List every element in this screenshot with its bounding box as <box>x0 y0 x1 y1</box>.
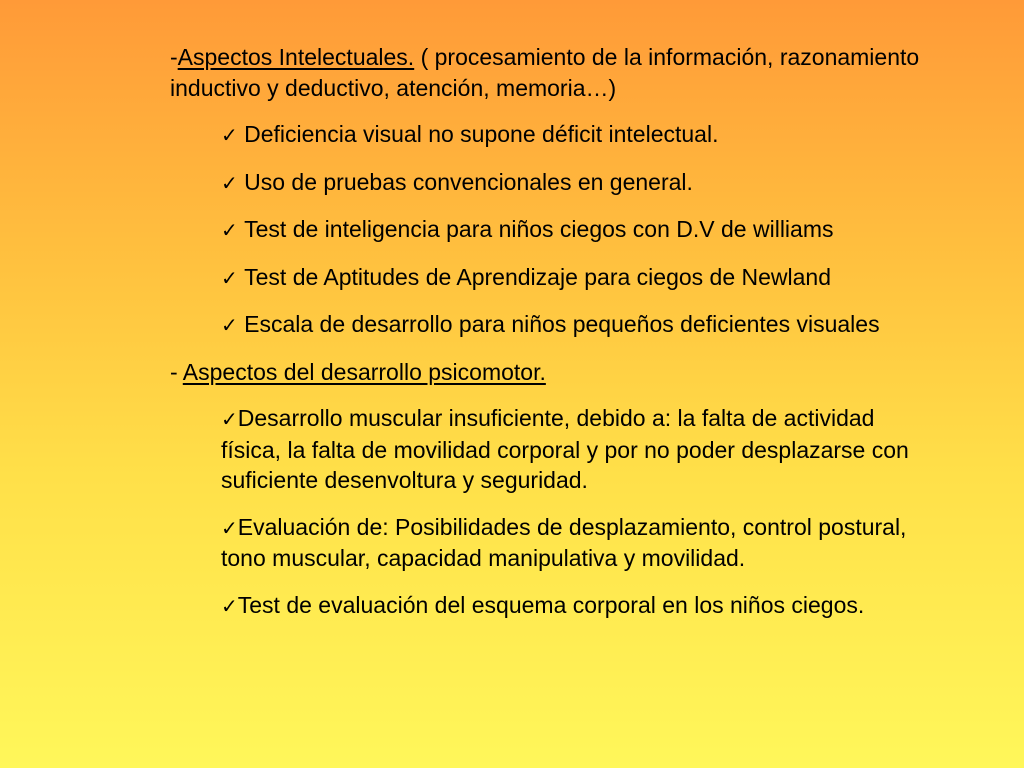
bullet-text: Escala de desarrollo para niños pequeños deficientes visuales <box>244 311 880 337</box>
bullet-item <box>221 590 930 622</box>
bullet-item <box>221 214 930 246</box>
section-title-psicomotor: Aspectos del desarrollo psicomotor. <box>182 358 546 385</box>
bullet-text: Deficiencia visual no supone déficit intelectual. <box>244 121 719 147</box>
bullet-item <box>221 262 930 294</box>
checkmark-icon: ✓ <box>221 515 238 540</box>
checkmark-icon: ✓ <box>221 313 245 337</box>
bullet-text: Test de inteligencia para niños ciegos con D.V de williams <box>244 216 834 242</box>
checkmark-icon: ✓ <box>221 170 245 195</box>
section-title-intelectuales: Aspectos Intelectuales. <box>177 44 415 70</box>
bullet-text: Evaluación de: Posibilidades de desplazamiento, control postural, tono muscular, capacidad manipulativa y movilidad. <box>221 513 907 571</box>
bullet-text: Test de Aptitudes de Aprendizaje para ciegos de Newland <box>244 263 832 290</box>
slide-content <box>170 42 930 637</box>
section-intelectuales-heading <box>170 42 930 103</box>
section-prefix: - <box>170 358 183 385</box>
bullet-item <box>221 403 930 496</box>
checkmark-icon: ✓ <box>221 407 238 431</box>
section-psicomotor-heading <box>170 357 930 388</box>
bullet-text: Uso de pruebas convencionales en general. <box>244 168 693 195</box>
bullet-item <box>221 167 930 199</box>
bullet-text: Test de evaluación del esquema corporal en los niños ciegos. <box>237 591 865 618</box>
bullet-text: Desarrollo muscular insuficiente, debido a: la falta de actividad física, la falta de movilidad corporal y por no poder desplazarse con suficiente desenvoltura y seguridad. <box>221 405 909 493</box>
bullet-item <box>221 512 930 574</box>
section-description: ( procesamiento de la información, razonamiento inductivo y deductivo, atención, memoria…) <box>170 44 920 101</box>
bullet-item <box>221 309 930 341</box>
checkmark-icon: ✓ <box>221 123 245 147</box>
checkmark-icon: ✓ <box>221 218 245 242</box>
checkmark-icon: ✓ <box>221 593 238 618</box>
checkmark-icon: ✓ <box>221 265 245 290</box>
bullet-item <box>221 119 930 151</box>
section-prefix: - <box>170 44 178 70</box>
